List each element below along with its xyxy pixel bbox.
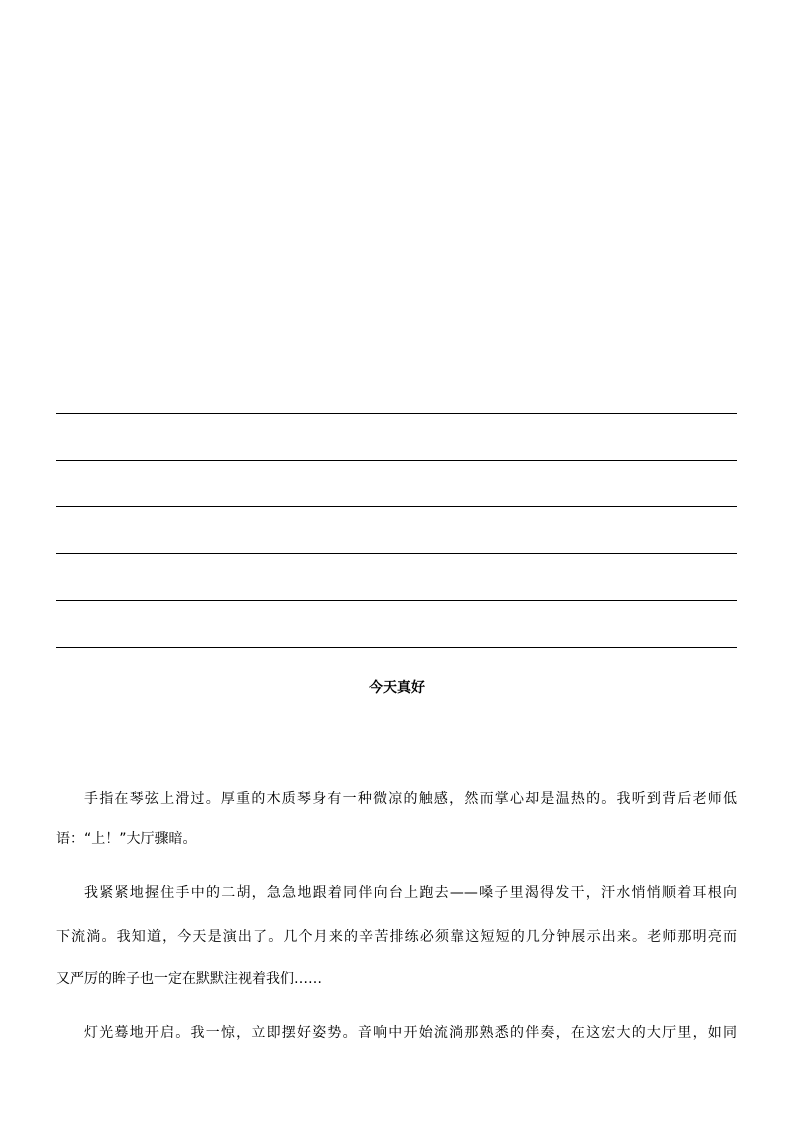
paragraph-1-line-1: 手指在琴弦上滑过。厚重的木质琴身有一种微凉的触感，然而掌心却是温热的。我听到背后老师低	[84, 791, 737, 807]
paragraph-2-line-1: 我紧紧地握住手中的二胡，急急地跟着同伴向台上跑去——嗓子里渴得发干，汗水悄悄顺着耳根向	[84, 885, 737, 901]
paragraph-3-line-1: 灯光蓦地开启。我一惊，立即摆好姿势。音响中开始流淌那熟悉的伴奏，在这宏大的大厅里，如同	[84, 1025, 737, 1041]
writing-line-4	[56, 553, 737, 554]
essay-title: 今天真好	[369, 680, 425, 696]
writing-line-3	[56, 506, 737, 507]
writing-line-2	[56, 460, 737, 461]
writing-line-1	[56, 413, 737, 414]
paragraph-2-line-2: 下流淌。我知道，今天是演出了。几个月来的辛苦排练必须靠这短短的几分钟展示出来。老师那明亮而	[56, 929, 737, 945]
paragraph-1-line-2: 语：“上！”大厅骤暗。	[56, 831, 197, 847]
writing-line-5	[56, 600, 737, 601]
writing-line-6	[56, 647, 737, 648]
paragraph-2-line-3: 又严厉的眸子也一定在默默注视着我们……	[56, 971, 322, 987]
